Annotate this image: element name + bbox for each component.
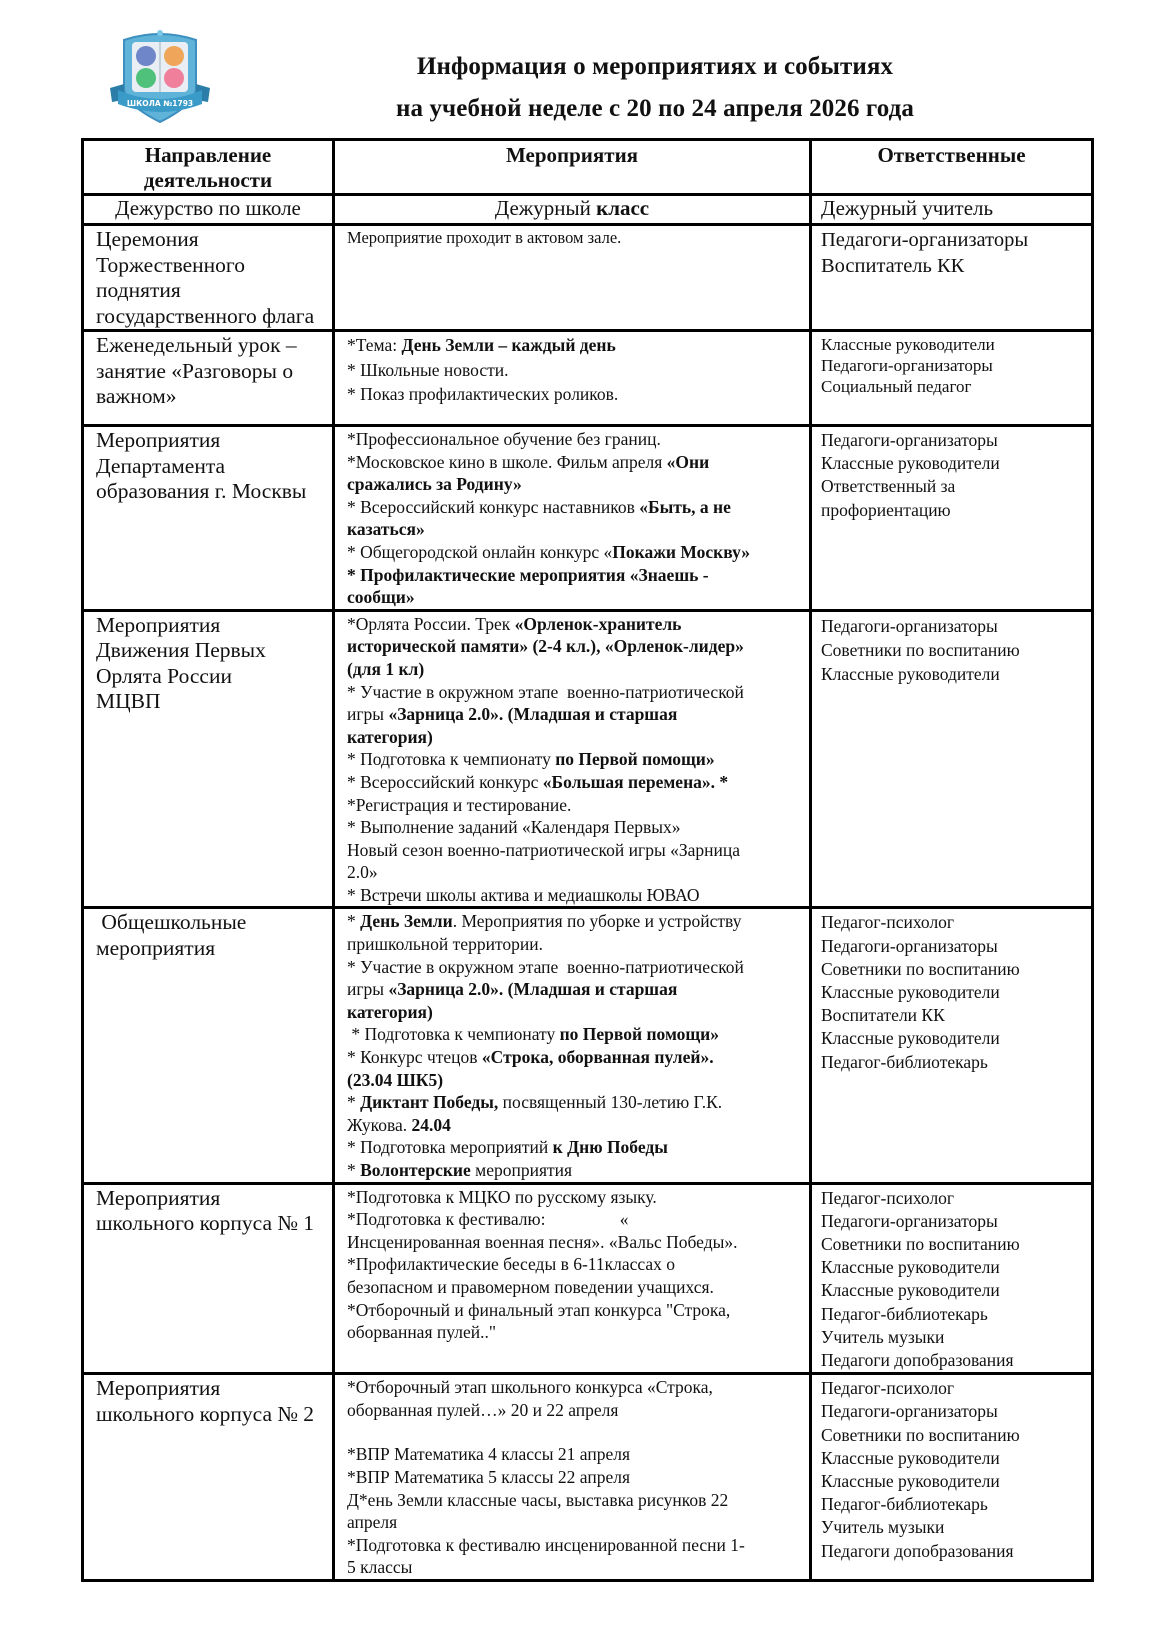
event-text: * bbox=[347, 911, 361, 932]
direction-line: школьного корпуса № 1 bbox=[96, 1211, 315, 1236]
event-text: пришкольной территории. bbox=[347, 934, 543, 955]
event-text: * Конкурс чтецов bbox=[347, 1047, 482, 1068]
table-row bbox=[83, 331, 1093, 426]
table-row-duty bbox=[83, 195, 1093, 225]
direction-cell bbox=[83, 225, 334, 331]
table-row bbox=[83, 610, 1093, 908]
events-cell bbox=[334, 1374, 811, 1581]
event-line bbox=[347, 333, 803, 358]
event-text: посвященный 130-летию Г.К. bbox=[498, 1092, 723, 1113]
responsible-person: Классные руководители bbox=[821, 335, 995, 354]
event-line bbox=[347, 1001, 803, 1024]
responsible-person: Учитель музыки bbox=[821, 1517, 945, 1538]
event-text: *ВПР Математика 4 классы 21 апреля bbox=[347, 1444, 630, 1465]
responsible-person: Воспитатель КК bbox=[821, 254, 965, 277]
event-line bbox=[347, 816, 803, 839]
event-line bbox=[347, 1114, 803, 1137]
event-text: мероприятия bbox=[470, 1160, 573, 1180]
event-text: . Мероприятия по уборке и устройству bbox=[452, 911, 742, 932]
event-text: игры bbox=[347, 979, 389, 1000]
duty-direction-cell: Дежурство по школе bbox=[83, 195, 334, 225]
event-line bbox=[347, 1208, 803, 1231]
event-line bbox=[347, 956, 803, 979]
event-line bbox=[347, 1091, 803, 1114]
responsible-person: Педагог-библиотекарь bbox=[821, 1051, 988, 1072]
event-text-bold: «Они bbox=[666, 451, 710, 472]
responsible-cell bbox=[811, 1374, 1093, 1581]
event-text-bold: День Земли – каждый день bbox=[401, 335, 616, 355]
event-text-bold: к Дню Победы bbox=[552, 1137, 668, 1158]
event-line bbox=[347, 884, 803, 907]
event-text: безопасном и правомерном поведении учащихся. bbox=[347, 1276, 714, 1297]
event-line bbox=[347, 1186, 803, 1209]
responsible-cell bbox=[811, 610, 1093, 908]
event-text: *Отборочный и финальный этап конкурса "Строка, bbox=[347, 1299, 731, 1320]
event-text-bold: казаться» bbox=[347, 519, 425, 540]
event-text-bold: «Быть, а не bbox=[639, 496, 731, 517]
direction-line: важном» bbox=[96, 384, 177, 408]
responsible-person: Педагоги-организаторы bbox=[821, 430, 998, 450]
event-line bbox=[347, 613, 803, 636]
events-cell bbox=[334, 908, 811, 1183]
responsible-person: Классные руководители bbox=[821, 663, 1000, 684]
event-text-bold: по Первой помощи» bbox=[555, 749, 715, 770]
event-text: *Московское кино в школе. Фильм апреля bbox=[347, 451, 667, 472]
event-text-bold: «Большая перемена». * bbox=[542, 771, 729, 792]
event-line bbox=[347, 1556, 803, 1579]
responsible-person: Учитель музыки bbox=[821, 1326, 945, 1347]
event-line bbox=[347, 518, 803, 541]
event-text: * Общегородской онлайн конкурс « bbox=[347, 541, 613, 562]
event-line bbox=[347, 428, 803, 451]
events-cell bbox=[334, 1183, 811, 1374]
event-text: Жукова. bbox=[347, 1114, 412, 1135]
event-text: Новый сезон военно-патриотической игры «Зарница bbox=[347, 839, 740, 860]
direction-cell bbox=[83, 331, 334, 426]
event-line bbox=[347, 451, 803, 474]
event-line bbox=[347, 703, 803, 726]
event-line bbox=[347, 1159, 803, 1182]
responsible-person: Социальный педагог bbox=[821, 377, 972, 396]
event-text: * bbox=[347, 1160, 361, 1180]
blank-line bbox=[347, 1421, 803, 1443]
direction-cell bbox=[83, 1374, 334, 1581]
event-line bbox=[347, 658, 803, 681]
event-line bbox=[347, 1276, 803, 1299]
responsible-person: Педагоги-организаторы bbox=[821, 356, 993, 375]
direction-line: занятие «Разговоры о bbox=[96, 358, 294, 383]
event-text: Мероприятие проходит в актовом зале. bbox=[347, 228, 622, 247]
responsible-person: Педагог-библиотекарь bbox=[821, 1303, 988, 1324]
event-text-bold: Волонтерские bbox=[360, 1160, 471, 1180]
direction-line: Еженедельный урок – bbox=[96, 333, 297, 357]
responsible-person: Педагог-психолог bbox=[821, 1378, 955, 1399]
responsible-person: профориентацию bbox=[821, 499, 951, 520]
event-line bbox=[347, 1376, 803, 1399]
direction-line: Департамента bbox=[96, 453, 226, 478]
event-text-bold: категория) bbox=[347, 726, 433, 747]
direction-line: Общешкольные bbox=[96, 910, 247, 935]
event-text: * Выполнение заданий «Календаря Первых» bbox=[347, 817, 681, 838]
table-row bbox=[83, 426, 1093, 611]
event-line bbox=[347, 1466, 803, 1489]
responsible-cell bbox=[811, 426, 1093, 611]
event-text-bold: (23.04 ШК5) bbox=[347, 1069, 444, 1090]
event-text: * Подготовка к чемпионату bbox=[347, 749, 556, 770]
table-row bbox=[83, 908, 1093, 1183]
event-text-bold: День Земли bbox=[360, 911, 453, 932]
responsible-person: Воспитатели КК bbox=[821, 1005, 945, 1026]
event-text: *Подготовка к фестивалю: « bbox=[347, 1209, 629, 1230]
direction-line: Орлята России bbox=[96, 663, 232, 688]
responsible-person: Классные руководители bbox=[821, 1447, 1000, 1468]
event-text: * Подготовка к чемпионату bbox=[347, 1024, 560, 1045]
direction-cell bbox=[83, 610, 334, 908]
table-row bbox=[83, 1183, 1093, 1374]
direction-line: Движения Первых bbox=[96, 638, 266, 663]
event-line bbox=[347, 496, 803, 519]
column-header-direction: Направление деятельности bbox=[83, 140, 334, 195]
event-line bbox=[347, 978, 803, 1001]
event-line bbox=[347, 1046, 803, 1069]
event-text: *Тема: bbox=[347, 335, 402, 355]
responsible-person: Педагог-психолог bbox=[821, 912, 955, 933]
event-text-bold: сражались за Родину» bbox=[347, 474, 522, 495]
event-line bbox=[347, 1443, 803, 1466]
page-title: Информация о мероприятиях и событиях bbox=[416, 53, 894, 80]
event-text: * Школьные новости. bbox=[347, 359, 509, 380]
event-text: *Отборочный этап школьного конкурса «Строка, bbox=[347, 1377, 713, 1398]
responsible-person: Педагог-психолог bbox=[821, 1187, 955, 1208]
event-text: 5 классы bbox=[347, 1557, 413, 1578]
event-line bbox=[347, 382, 803, 407]
event-line bbox=[347, 910, 803, 933]
event-line bbox=[347, 358, 803, 383]
event-line bbox=[347, 564, 803, 587]
event-text-bold: Диктант Победы, bbox=[360, 1092, 499, 1113]
event-text-bold: исторической памяти» (2-4 кл.), «Орленок-лидер» bbox=[347, 636, 744, 657]
event-text-bold: «Строка, оборванная пулей». bbox=[481, 1047, 714, 1068]
event-text: *Профилактические беседы в 6-11классах о bbox=[347, 1254, 676, 1275]
event-text: *Подготовка к МЦКО по русскому языку. bbox=[347, 1186, 657, 1207]
responsible-person: Классные руководители bbox=[821, 1280, 1000, 1301]
event-text-bold: «Зарница 2.0». (Младшая и старшая bbox=[388, 704, 678, 725]
events-cell bbox=[334, 426, 811, 611]
column-header-events: Мероприятия bbox=[334, 140, 811, 195]
events-cell bbox=[334, 225, 811, 331]
event-line bbox=[347, 1489, 803, 1512]
direction-line: мероприятия bbox=[96, 935, 216, 960]
responsible-person: Ответственный за bbox=[821, 476, 956, 497]
direction-cell bbox=[83, 1183, 334, 1374]
responsible-person: Педагоги-организаторы bbox=[821, 615, 998, 636]
event-line bbox=[347, 586, 803, 609]
direction-line: МЦВП bbox=[96, 689, 161, 714]
event-line bbox=[347, 1321, 803, 1344]
event-text: Инсценированная военная песня». «Вальс Победы». bbox=[347, 1231, 738, 1252]
event-line bbox=[347, 726, 803, 749]
direction-line: государственного флага bbox=[96, 303, 315, 328]
event-text: * Встречи школы актива и медиашколы ЮВАО bbox=[347, 884, 700, 905]
event-text: оборванная пулей…» 20 и 22 апреля bbox=[347, 1399, 619, 1420]
event-line bbox=[347, 794, 803, 817]
event-line bbox=[347, 839, 803, 862]
event-text: игры bbox=[347, 704, 389, 725]
event-text-bold: категория) bbox=[347, 1001, 433, 1022]
event-line bbox=[347, 861, 803, 884]
direction-line: Мероприятия bbox=[96, 612, 221, 637]
event-text: * Подготовка мероприятий bbox=[347, 1137, 553, 1158]
responsible-person: Педагоги-организаторы bbox=[821, 935, 998, 956]
events-cell bbox=[334, 331, 811, 426]
event-text: апреля bbox=[347, 1512, 398, 1533]
event-text: оборванная пулей.." bbox=[347, 1322, 496, 1343]
event-text: *Орлята России. Трек bbox=[347, 613, 515, 634]
event-line bbox=[347, 635, 803, 658]
responsible-person: Педагоги-организаторы bbox=[821, 229, 1029, 251]
event-text: *Подготовка к фестивалю инсценированной песни 1- bbox=[347, 1534, 745, 1555]
event-text: * Всероссийский конкурс наставников bbox=[347, 496, 640, 517]
svg-text:ШКОЛА №1793: ШКОЛА №1793 bbox=[126, 99, 194, 108]
responsible-person: Классные руководители bbox=[821, 453, 1000, 474]
page-subtitle-week: на учебной неделе с 20 по 24 апреля 2026 года bbox=[396, 95, 914, 122]
event-text: * bbox=[347, 1092, 361, 1113]
table-row bbox=[83, 225, 1093, 331]
event-text-bold: «Орленок-хранитель bbox=[514, 613, 682, 634]
responsible-person: Классные руководители bbox=[821, 1257, 1000, 1278]
duty-events-cell: Дежурный класс bbox=[334, 195, 811, 225]
events-cell bbox=[334, 610, 811, 908]
column-header-responsible: Ответственные bbox=[811, 140, 1093, 195]
responsible-person: Советники по воспитанию bbox=[821, 958, 1020, 979]
event-line bbox=[347, 1023, 803, 1046]
responsible-cell bbox=[811, 908, 1093, 1183]
event-text: 2.0» bbox=[347, 862, 378, 883]
responsible-person: Педагоги-организаторы bbox=[821, 1401, 998, 1422]
event-text-bold: Покажи Москву» bbox=[612, 541, 751, 562]
event-line bbox=[347, 1534, 803, 1557]
direction-cell bbox=[83, 908, 334, 1183]
event-line bbox=[347, 1299, 803, 1322]
direction-line: Мероприятия bbox=[96, 428, 221, 452]
event-line bbox=[347, 1511, 803, 1534]
responsible-cell bbox=[811, 225, 1093, 331]
direction-cell bbox=[83, 426, 334, 611]
responsible-person: Педагоги-организаторы bbox=[821, 1210, 998, 1231]
event-line bbox=[347, 473, 803, 496]
event-line bbox=[347, 933, 803, 956]
responsible-cell bbox=[811, 331, 1093, 426]
event-line bbox=[347, 227, 803, 250]
direction-line: Мероприятия bbox=[96, 1376, 221, 1401]
responsible-person: Советники по воспитанию bbox=[821, 1234, 1020, 1254]
event-text-bold: «Зарница 2.0». (Младшая и старшая bbox=[388, 979, 678, 1000]
school-emblem-icon bbox=[106, 26, 214, 126]
event-text: *Регистрация и тестирование. bbox=[347, 794, 572, 815]
event-text: * Участие в окружном этапе военно-патриотической bbox=[347, 956, 744, 977]
direction-line: школьного корпуса № 2 bbox=[96, 1401, 315, 1426]
duty-responsible-cell: Дежурный учитель bbox=[811, 195, 1093, 225]
event-text: * Участие в окружном этапе военно-патриотической bbox=[347, 681, 744, 702]
event-text-bold: (для 1 кл) bbox=[347, 658, 425, 679]
event-text-bold: сообщи» bbox=[347, 587, 415, 608]
event-line bbox=[347, 771, 803, 794]
event-text-bold: 24.04 bbox=[411, 1114, 451, 1135]
event-text: *Профессиональное обучение без границ. bbox=[347, 429, 661, 449]
event-line bbox=[347, 1253, 803, 1276]
event-text-bold: * Профилактические мероприятия «Знаешь - bbox=[347, 564, 709, 585]
event-line bbox=[347, 748, 803, 771]
event-text: * Показ профилактических роликов. bbox=[347, 384, 619, 404]
direction-line: Церемония bbox=[96, 227, 199, 251]
event-line bbox=[347, 541, 803, 564]
event-line bbox=[347, 1136, 803, 1159]
direction-line: Торжественного bbox=[96, 252, 245, 277]
direction-line: поднятия bbox=[96, 278, 181, 302]
event-line bbox=[347, 681, 803, 704]
responsible-cell bbox=[811, 1183, 1093, 1374]
events-schedule-table bbox=[81, 138, 1094, 1582]
event-text: * Всероссийский конкурс bbox=[347, 771, 543, 792]
responsible-person: Педагоги допобразования bbox=[821, 1540, 1014, 1561]
event-text-bold: по Первой помощи» bbox=[559, 1024, 719, 1045]
event-text: *ВПР Математика 5 классы 22 апреля bbox=[347, 1467, 630, 1487]
event-line bbox=[347, 1399, 803, 1422]
event-line bbox=[347, 1069, 803, 1092]
table-row bbox=[83, 1374, 1093, 1581]
direction-line: образования г. Москвы bbox=[96, 479, 307, 503]
responsible-person: Советники по воспитанию bbox=[821, 1424, 1020, 1445]
responsible-person: Классные руководители bbox=[821, 982, 1000, 1003]
direction-line: Мероприятия bbox=[96, 1185, 221, 1210]
responsible-person: Педагоги допобразования bbox=[821, 1350, 1014, 1371]
responsible-person: Классные руководители bbox=[821, 1028, 1000, 1049]
event-text: Д*ень Земли классные часы, выставка рисунков 22 bbox=[347, 1489, 729, 1510]
responsible-person: Классные руководители bbox=[821, 1471, 1000, 1492]
table-header-row bbox=[83, 140, 1093, 195]
event-line bbox=[347, 1231, 803, 1254]
responsible-person: Советники по воспитанию bbox=[821, 639, 1020, 660]
responsible-person: Педагог-библиотекарь bbox=[821, 1494, 988, 1515]
